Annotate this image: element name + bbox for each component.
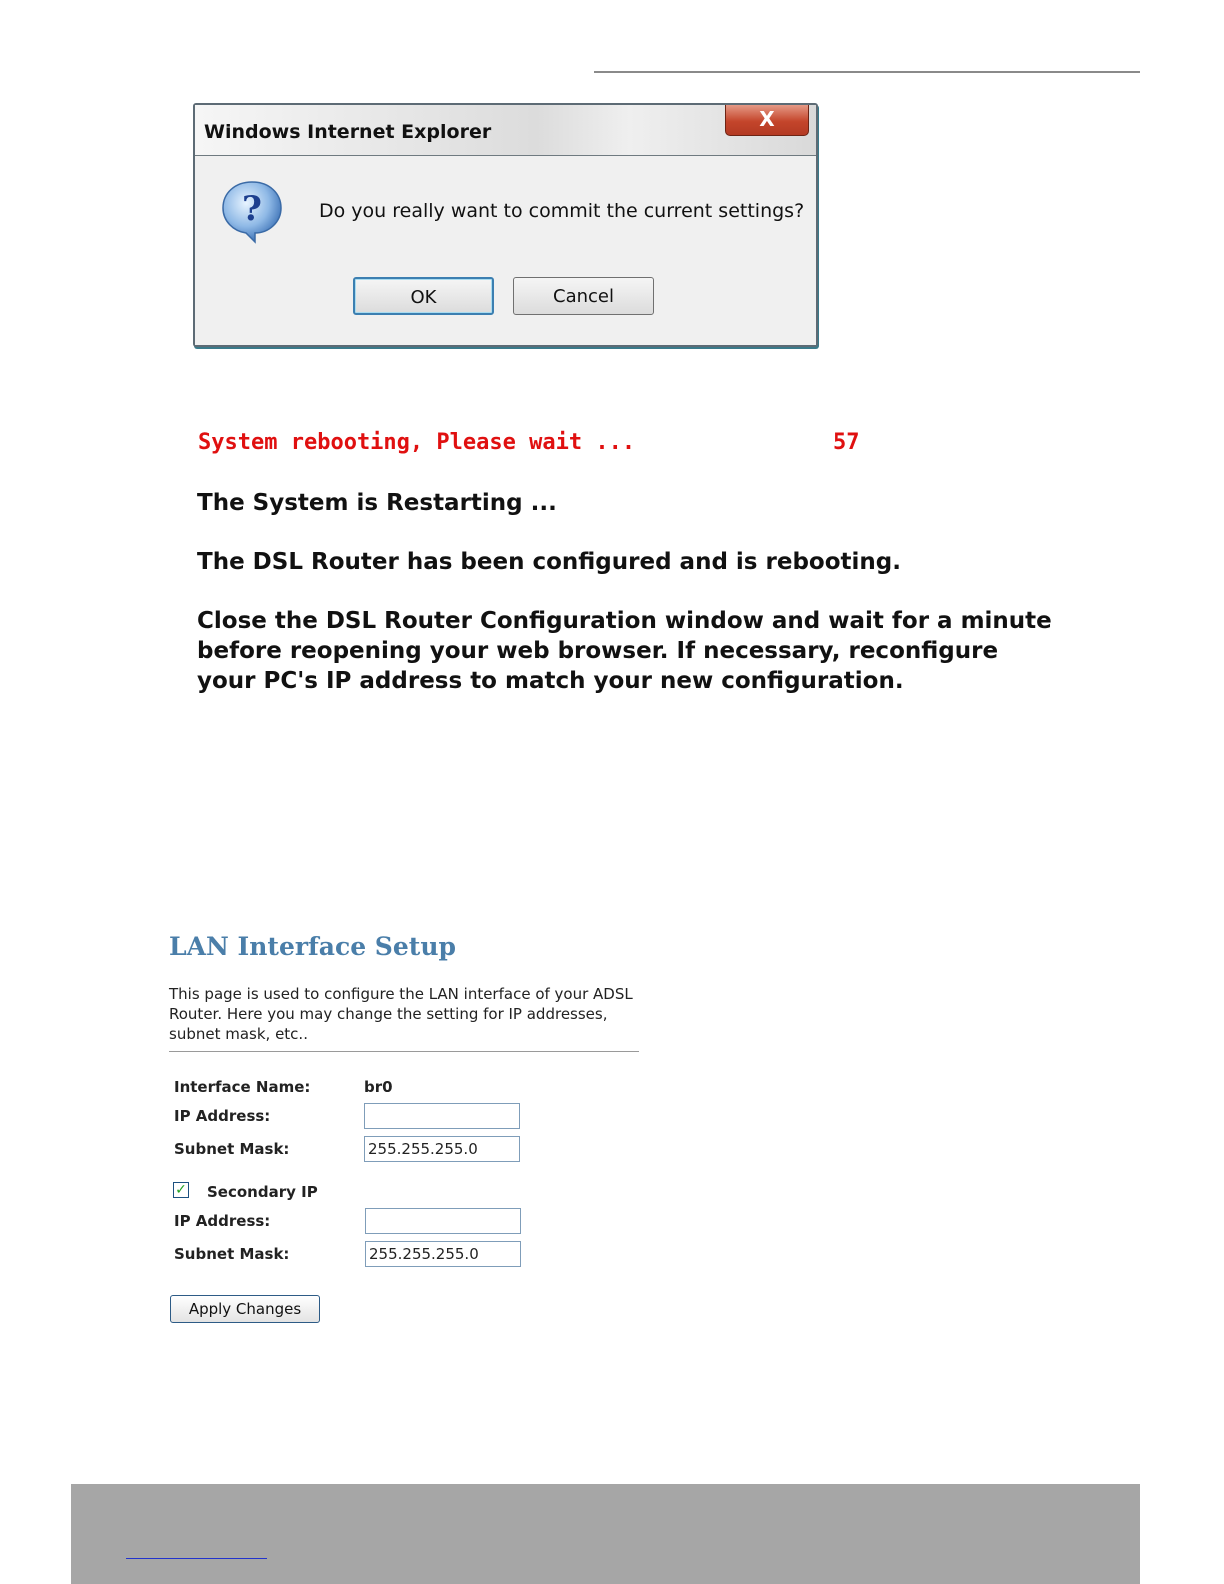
- lan-description: This page is used to configure the LAN interface of your ADSL Router. Here you may change the setting for IP addresses, subnet mask, etc..: [169, 985, 633, 1043]
- interface-name-label: Interface Name:: [174, 1078, 311, 1096]
- reboot-status: System rebooting, Please wait ...: [198, 430, 636, 455]
- restart-heading: The System is Restarting ...: [197, 490, 557, 516]
- top-divider: [594, 71, 1140, 73]
- close-button[interactable]: [725, 105, 809, 136]
- confirm-dialog: [193, 103, 818, 347]
- secondary-ip-address-label: IP Address:: [174, 1212, 271, 1230]
- subnet-mask-input[interactable]: 255.255.255.0: [364, 1136, 520, 1162]
- ok-button[interactable]: OK: [353, 277, 494, 315]
- interface-name-value: br0: [364, 1078, 393, 1096]
- svg-text:?: ?: [242, 189, 262, 229]
- lan-title: LAN Interface Setup: [169, 932, 456, 961]
- footer-band: [71, 1484, 1140, 1584]
- secondary-subnet-mask-input[interactable]: 255.255.255.0: [365, 1241, 521, 1267]
- cancel-button[interactable]: Cancel: [513, 277, 654, 315]
- reboot-countdown: 57: [833, 430, 860, 455]
- dialog-body: [195, 156, 816, 345]
- footer-link[interactable]: [126, 1558, 267, 1559]
- dialog-titlebar: [195, 105, 816, 156]
- dialog-message: Do you really want to commit the current settings?: [319, 200, 805, 222]
- subnet-mask-label: Subnet Mask:: [174, 1140, 290, 1158]
- question-icon: [219, 178, 285, 244]
- secondary-ip-checkbox[interactable]: ✓: [173, 1182, 189, 1198]
- secondary-ip-label: Secondary IP: [207, 1183, 318, 1201]
- instructions-message: Close the DSL Router Configuration window and wait for a minute before reopening your web browser. If necessary, reconfigure your PC's IP address to match your new configuration.: [197, 608, 1052, 694]
- ip-address-label: IP Address:: [174, 1107, 271, 1125]
- configured-message: The DSL Router has been configured and is rebooting.: [197, 549, 901, 575]
- secondary-ip-address-input[interactable]: [365, 1208, 521, 1234]
- lan-divider: [169, 1051, 639, 1052]
- dialog-title: Windows Internet Explorer: [204, 121, 492, 143]
- apply-changes-button[interactable]: Apply Changes: [170, 1295, 320, 1323]
- ip-address-input[interactable]: [364, 1103, 520, 1129]
- secondary-subnet-mask-label: Subnet Mask:: [174, 1245, 290, 1263]
- close-icon: X: [759, 107, 775, 131]
